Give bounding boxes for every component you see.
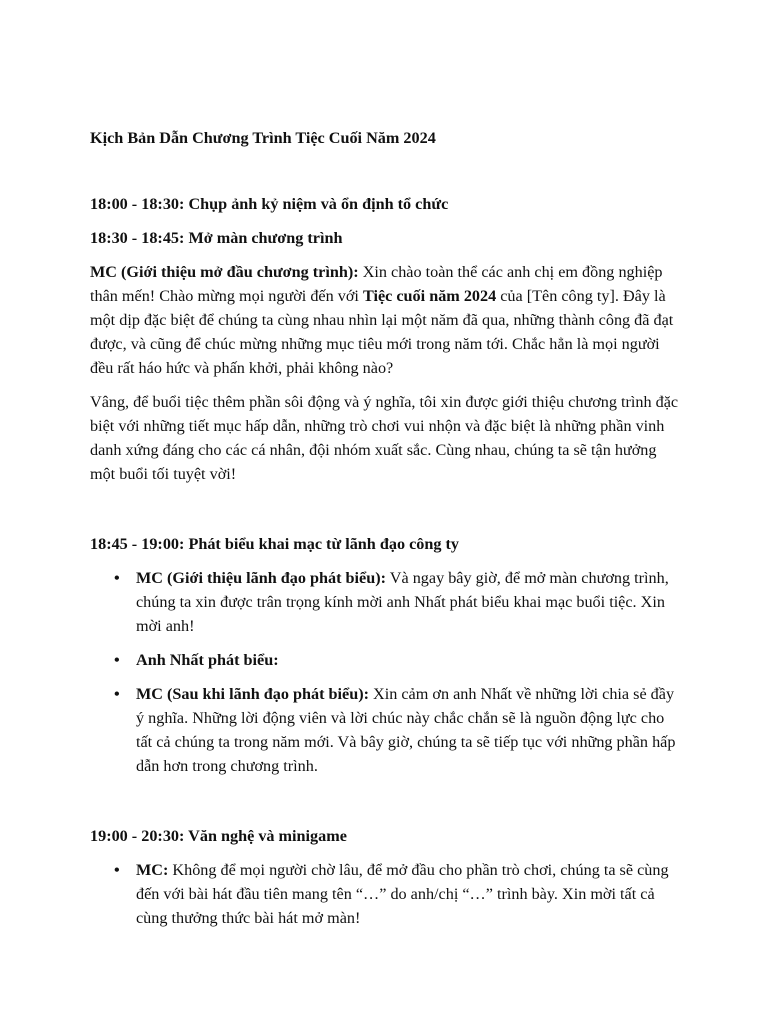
mc-role-label: MC (Giới thiệu mở đầu chương trình): <box>90 263 359 281</box>
list-item <box>90 682 680 778</box>
opening-paragraph-intro: Vâng, để buổi tiệc thêm phần sôi động và ý nghĩa, tôi xin được giới thiệu chương trình đặc biệt với những tiết mục hấp dẫn, những trò chơi vui nhộn và đặc biệt là những phần vinh danh xứng đáng cho các cá nhân, đội nhóm xuất sắc. Cùng nhau, chúng ta sẽ tận hưởng một buổi tối tuyệt vời! <box>90 393 679 483</box>
list-item <box>90 566 680 638</box>
list-item-label: MC (Giới thiệu lãnh đạo phát biểu): <box>136 569 387 587</box>
list-item-label: Anh Nhất phát biểu: <box>136 651 279 669</box>
paragraph-text: Xin chào toàn thể các anh chị em đồng nghiệp thân mến! Chào mừng mọi người đến với <box>90 263 663 305</box>
document-title: Kịch Bản Dẫn Chương Trình Tiệc Cuối Năm 2024 <box>90 129 436 147</box>
list-item <box>90 648 680 672</box>
list-item <box>90 858 680 930</box>
section-heading-photos: 18:00 - 18:30: Chụp ảnh kỷ niệm và ổn định tổ chức <box>90 195 449 213</box>
section-heading-opening: 18:30 - 18:45: Mở màn chương trình <box>90 229 343 247</box>
list-item-label: MC: <box>136 861 169 879</box>
list-item-text: Xin cảm ơn anh Nhất về những lời chia sẻ đầy ý nghĩa. Những lời động viên và lời chúc này chắc chắn sẽ là nguồn động lực cho tất cả chúng ta trong năm mới. Và bây giờ, chúng ta sẽ tiếp tục với những phần hấp dẫn hơn trong chương trình. <box>136 685 676 775</box>
list-item-text: Không để mọi người chờ lâu, để mở đầu cho phần trò chơi, chúng ta sẽ cùng đến với bài hát đầu tiên mang tên “…” do anh/chị “…” trình bày. Xin mời tất cả cùng thưởng thức bài hát mở màn! <box>136 861 669 927</box>
section-heading-entertainment: 19:00 - 20:30: Văn nghệ và minigame <box>90 827 347 845</box>
list-item-label: MC (Sau khi lãnh đạo phát biểu): <box>136 685 369 703</box>
entertainment-bullet-list <box>90 858 680 930</box>
bullet-icon: • <box>114 861 120 879</box>
list-item-text: Và ngay bây giờ, để mở màn chương trình, chúng ta xin được trân trọng kính mời anh Nhất phát biểu khai mạc buổi tiệc. Xin mời anh! <box>136 569 669 635</box>
opening-paragraph-mc <box>90 260 680 380</box>
paragraph-text: của [Tên công ty]. Đây là một dịp đặc biệt để chúng ta cùng nhau nhìn lại một năm đã qua, những thành công đã đạt được, và cũng để chúc mừng những mục tiêu mới trong năm tới. Chắc hẳn là mọi người đều rất háo hức và phấn khởi, phải không nào? <box>90 287 674 377</box>
speech-bullet-list <box>90 566 680 778</box>
bullet-icon: • <box>114 685 120 703</box>
section-heading-speech: 18:45 - 19:00: Phát biểu khai mạc từ lãnh đạo công ty <box>90 535 460 553</box>
event-name-emphasis: Tiệc cuối năm 2024 <box>362 287 497 305</box>
document-page <box>90 126 680 940</box>
bullet-icon: • <box>114 569 120 587</box>
bullet-icon: • <box>114 651 120 669</box>
